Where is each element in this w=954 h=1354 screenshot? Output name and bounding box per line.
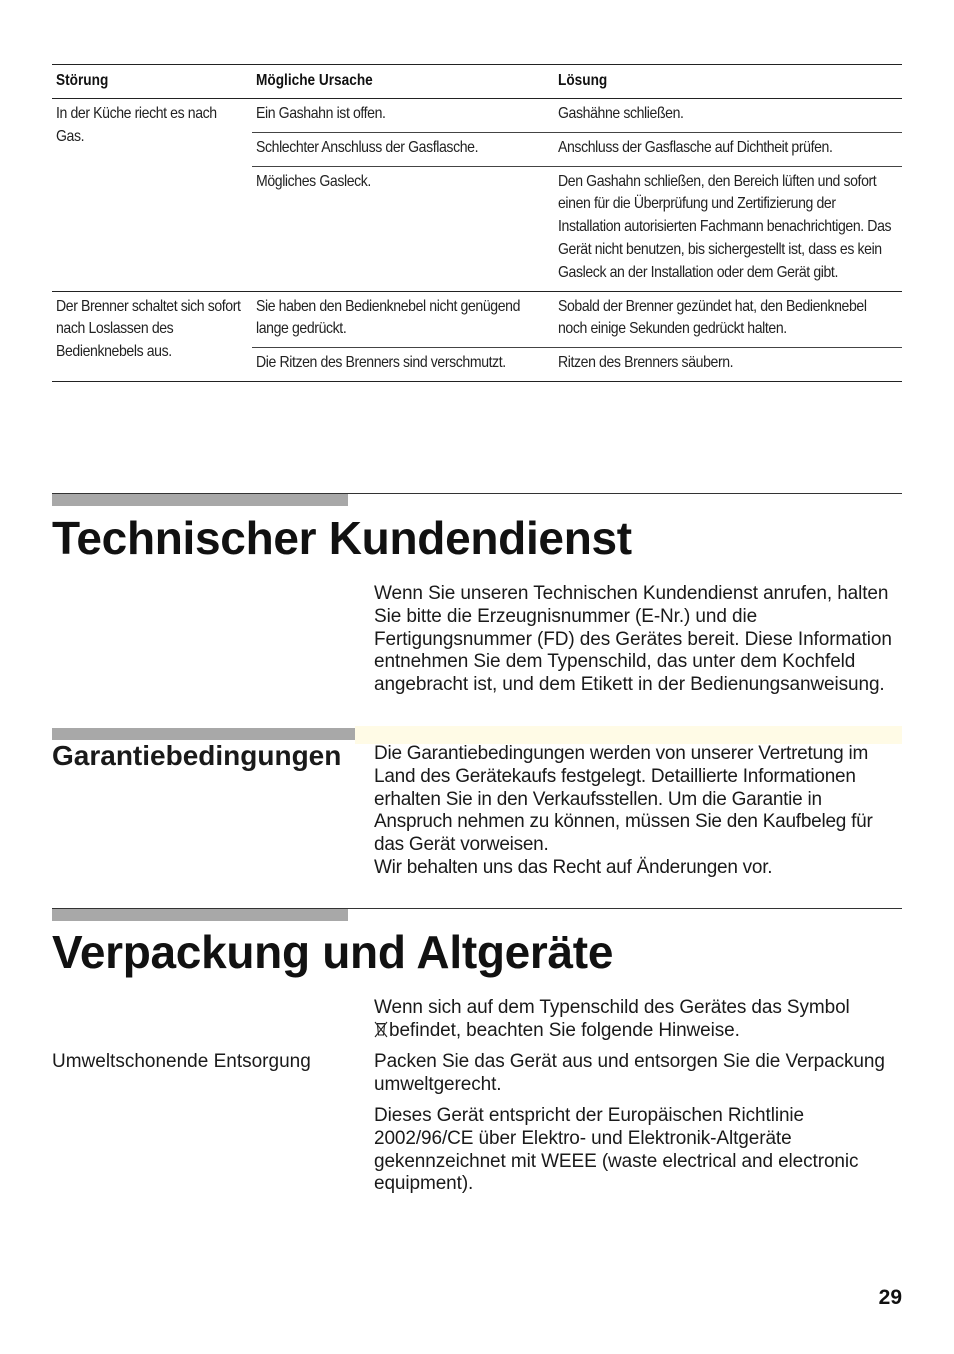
cause-cell: Die Ritzen des Brenners sind verschmutzt. [252, 348, 554, 382]
disposal-directive: Dieses Gerät entspricht der Europäischen Richtlinie 2002/96/CE über Elektro- und Elektronik-Altgeräte gekennzeichnet mit WEEE (waste electrical and electronic equipment). [374, 1105, 859, 1195]
header-solution: Lösung [554, 65, 902, 99]
table-row [52, 291, 902, 348]
highlight-band [355, 726, 902, 744]
crossed-out-bin-icon [374, 1021, 388, 1045]
solution-cell: Sobald der Brenner gezündet hat, den Bedienknebel noch einige Sekunden gedrückt halten. [554, 291, 902, 348]
section-rule-line [52, 493, 902, 494]
warranty-text: Die Garantiebedingungen werden von unserer Vertretung im Land des Gerätekaufs festgelegt. Detaillierte Informationen erhalten Sie in den Verkaufsstellen. Um die Garantie in Anspruch nehmen zu können, müssen Sie den Kaufbeleg für das Gerät vorweisen. Wir behalten uns das Recht auf Änderungen vor. [374, 743, 902, 880]
warranty-heading: Garantiebedingungen [52, 740, 342, 771]
service-title: Technischer Kundendienst [52, 512, 632, 564]
cause-cell: Mögliches Gasleck. [252, 166, 554, 291]
fault-cell: Der Brenner schaltet sich sofort nach Loslassen des Bedienknebels aus. [52, 291, 252, 381]
warranty-note: Wir behalten uns das Recht auf Änderungen vor. [374, 856, 773, 878]
solution-cell: Den Gashahn schließen, den Bereich lüften und sofort einen für die Überprüfung und Zertifizierung der Installation autorisierten Fachmann benachrichtigen. Das Gerät nicht benutzen, bis sichergestellt ist, dass es kein Gasleck an der Installation oder dem Gerät gibt. [554, 166, 902, 291]
table-row [52, 99, 902, 133]
solution-cell: Ritzen des Brenners säubern. [554, 348, 902, 382]
service-text: Wenn Sie unseren Technischen Kundendienst anrufen, halten Sie bitte die Erzeugnisnummer (E-Nr.) und die Fertigungsnummer (FD) des Gerätes bereit. Diese Information entnehmen Sie dem Typenschild, das unter dem Kochfeld angebracht ist, und dem Etikett in der Bedienungsanweisung. [374, 583, 892, 696]
section-rule-line [52, 908, 902, 909]
section-rule-bar [52, 908, 348, 921]
section-rule-bar [52, 493, 348, 506]
disposal-label: Umweltschonende Entsorgung [52, 1051, 311, 1072]
solution-cell: Anschluss der Gasflasche auf Dichtheit prüfen. [554, 132, 902, 166]
cause-cell: Sie haben den Bedienknebel nicht genügend lange gedrückt. [252, 291, 554, 348]
cause-cell: Ein Gashahn ist offen. [252, 99, 554, 133]
disposal-packaging: Packen Sie das Gerät aus und entsorgen Sie die Verpackung umweltgerecht. [374, 1051, 885, 1095]
header-fault: Störung [52, 65, 252, 99]
disposal-title: Verpackung und Altgeräte [52, 926, 614, 978]
subsection-rule-bar [52, 728, 355, 740]
page-number: 29 [878, 1286, 902, 1309]
fault-cell: In der Küche riecht es nach Gas. [52, 99, 252, 292]
header-cause: Mögliche Ursache [252, 65, 554, 99]
disposal-intro: Wenn sich auf dem Typenschild des Gerätes das Symbol befindet, beachten Sie folgende Hinweise. [374, 997, 902, 1045]
cause-cell: Schlechter Anschluss der Gasflasche. [252, 132, 554, 166]
troubleshooting-table [52, 64, 902, 382]
table-header-row [52, 65, 902, 99]
solution-cell: Gashähne schließen. [554, 99, 902, 133]
